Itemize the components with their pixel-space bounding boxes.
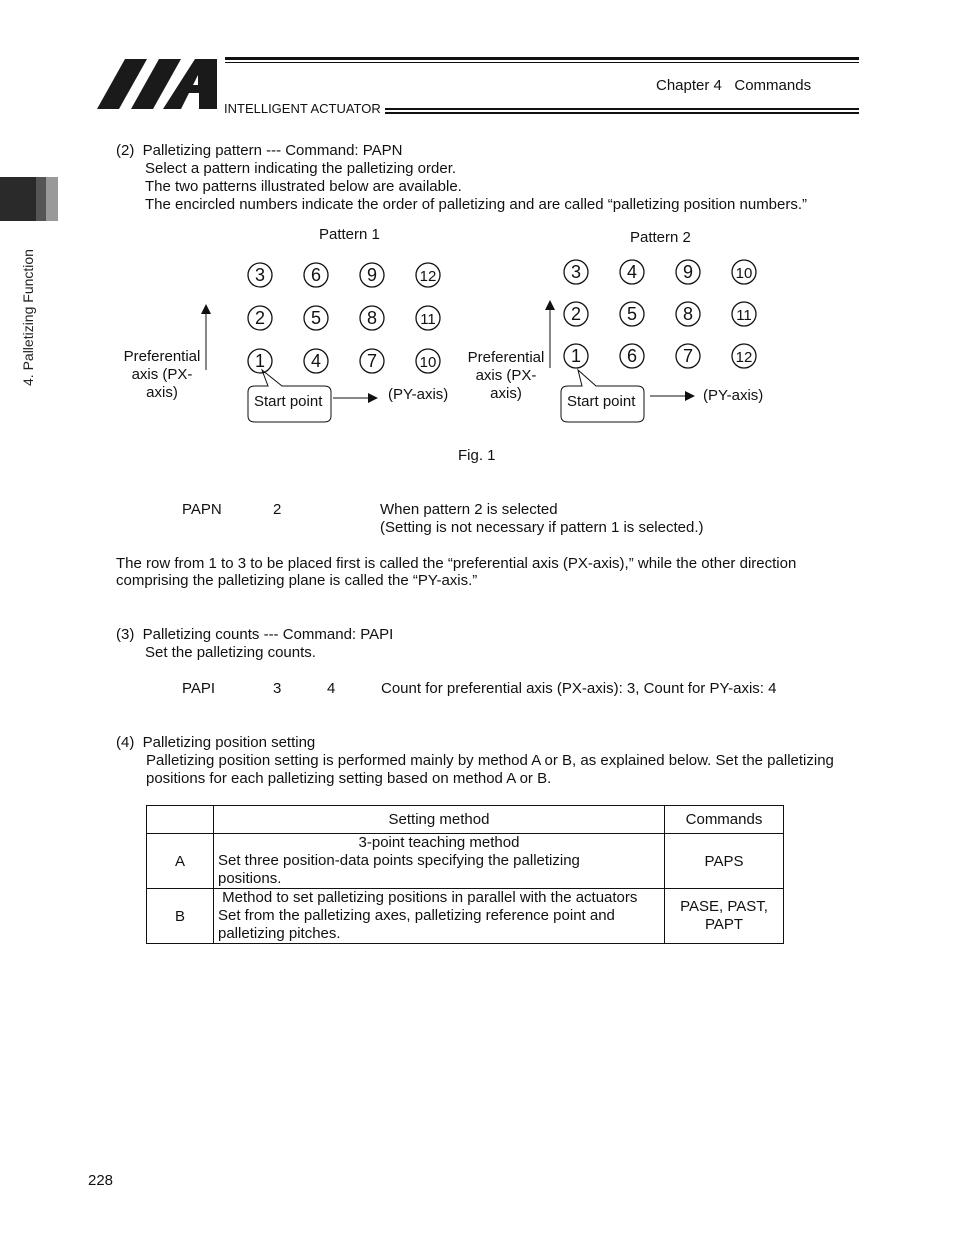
pattern1-position-number: 10: [419, 354, 437, 371]
papn-note-2: (Setting is not necessary if pattern 1 is selected.): [380, 519, 704, 536]
pattern1-grid: [248, 263, 440, 373]
side-tab: [0, 177, 58, 221]
papn-command: PAPN: [182, 501, 222, 518]
papn-arg: 2: [273, 501, 282, 518]
table-header-commands: Commands: [665, 806, 784, 834]
figure-caption: Fig. 1: [458, 447, 496, 464]
pattern1-px-label: Preferential axis (PX- axis): [123, 348, 201, 401]
pattern2-position-number: 5: [626, 304, 638, 324]
pattern-figure: [110, 250, 790, 430]
pattern1-start-label: Start point: [254, 393, 323, 410]
table-row: [147, 834, 784, 889]
table-header-row: [147, 806, 784, 834]
table-row: [147, 889, 784, 944]
pattern1-position-number: 1: [254, 351, 266, 371]
pattern2-grid: [564, 260, 756, 368]
pattern2-position-number: 2: [570, 304, 582, 324]
pattern1-position-number: 7: [366, 351, 378, 371]
section2-line-2: The two patterns illustrated below are available.: [145, 178, 462, 195]
row-method: Method to set palletizing positions in parallel with the actuators Set from the palletizing axes, palletizing reference point and palletizing pitches.: [214, 889, 665, 944]
header-rule-bottom: [385, 108, 859, 110]
setting-methods-table: [146, 805, 784, 944]
papi-note: Count for preferential axis (PX-axis): 3, Count for PY-axis: 4: [381, 680, 777, 697]
header-rule-top: [225, 57, 859, 60]
pattern1-position-number: 12: [419, 268, 437, 285]
section3-heading: (3) Palletizing counts --- Command: PAPI: [116, 626, 394, 643]
section2-line-3: The encircled numbers indicate the order of palletizing and are called “palletizing position numbers.”: [145, 196, 808, 213]
pattern1-position-number: 8: [366, 308, 378, 328]
papi-command: PAPI: [182, 680, 216, 697]
pattern2-position-number: 1: [570, 346, 582, 366]
row-commands: PAPS: [665, 834, 784, 889]
pattern1-position-number: 9: [366, 265, 378, 285]
pattern2-start-label: Start point: [567, 393, 636, 410]
pattern1-position-number: 5: [310, 308, 322, 328]
pattern2-position-number: 11: [736, 307, 752, 324]
row-commands: PASE, PAST, PAPT: [665, 889, 784, 944]
pattern2-px-label: Preferential axis (PX- axis): [467, 349, 545, 402]
pattern2-position-number: 8: [682, 304, 694, 324]
row-key: B: [147, 889, 214, 944]
axes-paragraph-2: comprising the palletizing plane is called the “PY-axis.”: [116, 572, 478, 589]
pattern1-position-number: 3: [254, 265, 266, 285]
pattern2-position-number: 6: [626, 346, 638, 366]
pattern2-position-number: 12: [735, 349, 753, 366]
pattern1-position-number: 11: [420, 311, 436, 328]
axes-paragraph-1: The row from 1 to 3 to be placed first is called the “preferential axis (PX-axis),” while the other direction: [116, 555, 797, 572]
header-rule-top-thin: [225, 62, 859, 63]
pattern2-position-number: 3: [570, 262, 582, 282]
section4-line-1: Palletizing position setting is performed mainly by method A or B, as explained below. Set the palletizing: [146, 752, 834, 769]
papi-arg-1: 3: [273, 680, 282, 697]
pattern2-position-number: 10: [735, 265, 753, 282]
pattern1-position-number: 2: [254, 308, 266, 328]
brand-text: INTELLIGENT ACTUATOR: [224, 101, 381, 116]
chapter-title: Chapter 4 Commands: [656, 77, 812, 94]
section4-line-2: positions for each palletizing setting based on method A or B.: [146, 770, 552, 787]
section2-heading: (2) Palletizing pattern --- Command: PAPN: [116, 142, 403, 159]
pattern2-position-number: 7: [682, 346, 694, 366]
pattern2-title: Pattern 2: [630, 229, 691, 246]
papn-note-1: When pattern 2 is selected: [380, 501, 558, 518]
page-number: 228: [88, 1172, 114, 1189]
section3-line: Set the palletizing counts.: [145, 644, 316, 661]
row-method: 3-point teaching method Set three position-data points specifying the palletizing positions.: [214, 834, 665, 889]
pattern2-py-label: (PY-axis): [703, 387, 764, 404]
table-header-method: Setting method: [214, 806, 665, 834]
row-key: A: [147, 834, 214, 889]
pattern2-position-number: 9: [682, 262, 694, 282]
iai-logo: [97, 57, 221, 111]
section2-line-1: Select a pattern indicating the palletizing order.: [145, 160, 457, 177]
section4-heading: (4) Palletizing position setting: [116, 734, 316, 751]
side-label: 4. Palletizing Function: [20, 249, 36, 386]
pattern1-position-number: 6: [310, 265, 322, 285]
papi-arg-2: 4: [327, 680, 336, 697]
pattern2-position-number: 4: [626, 262, 638, 282]
header-rule-bottom-2: [385, 112, 859, 114]
pattern1-py-label: (PY-axis): [388, 386, 449, 403]
table-header-key: [147, 806, 214, 834]
pattern1-title: Pattern 1: [319, 226, 380, 243]
pattern1-position-number: 4: [310, 351, 322, 371]
